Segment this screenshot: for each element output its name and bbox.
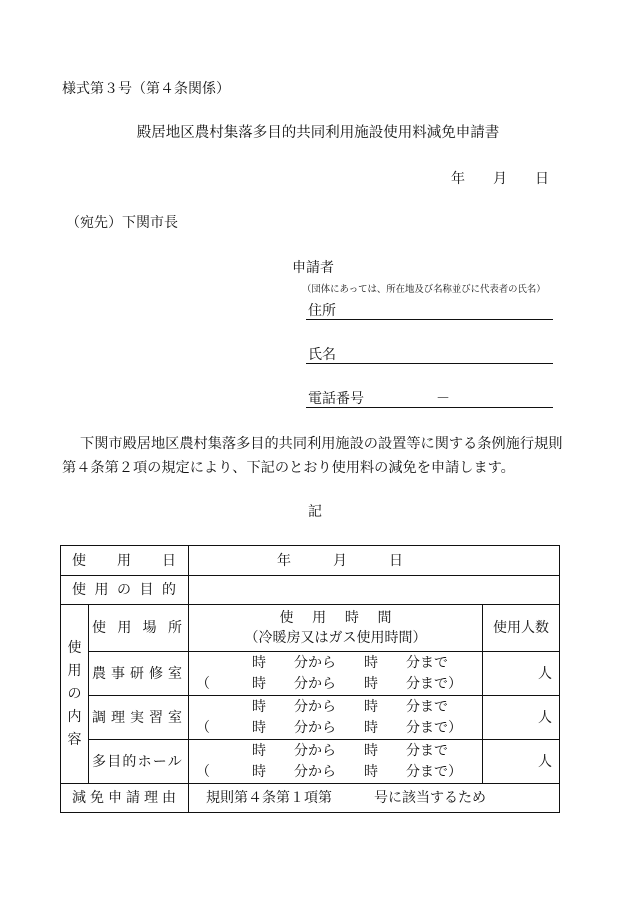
label-char: 実 <box>130 709 144 726</box>
label-char: 由 <box>162 790 176 806</box>
label-char: の <box>117 582 131 598</box>
label-char: 研 <box>130 665 144 682</box>
table-row-place <box>89 696 189 740</box>
label-char: 事 <box>111 665 125 682</box>
reason-label-cell <box>61 784 189 813</box>
address-label: 住所 <box>308 303 336 319</box>
people-header-cell <box>483 605 560 652</box>
phone-separator: － <box>436 391 450 407</box>
content-label: 使用の内容 <box>67 639 82 748</box>
time-range: 時 分から 時 分まで <box>252 654 448 671</box>
place-name <box>92 708 182 728</box>
label-char: 請 <box>126 790 140 806</box>
label-char: 室 <box>168 709 182 726</box>
addressee: （宛先）下関市長 <box>66 215 178 231</box>
phone-label: 電話番号 <box>308 391 364 407</box>
place-name: 多目的ホール <box>92 753 183 770</box>
table-row-time <box>189 652 483 696</box>
place-name <box>92 664 182 684</box>
label-char: 使 <box>72 552 86 569</box>
people-unit: 人 <box>538 709 552 726</box>
reason-value: 規則第４条第１項第 号に該当するため <box>206 790 486 806</box>
body-text-line-1: 下関市殿居地区農村集落多目的共同利用施設の設置等に関する条例施行規則 <box>80 436 563 452</box>
time-header <box>280 608 392 628</box>
label-char: 所 <box>167 620 182 636</box>
document-title: 殿居地区農村集落多目的共同利用施設使用料減免申請書 <box>136 125 500 141</box>
label-char: 使 <box>92 620 106 636</box>
label-char: 室 <box>168 665 182 682</box>
label-char: 的 <box>162 582 176 598</box>
table-row-time <box>189 740 483 784</box>
time-range: 時 分から 時 分まで <box>252 698 448 715</box>
label-char: 用 <box>94 582 109 598</box>
content-label-cell <box>61 605 89 784</box>
ki-heading: 記 <box>308 504 322 520</box>
applicant-note: （団体にあっては、所在地及び名称並びに代表者の氏名） <box>302 284 546 295</box>
time-range-heating: （ 時 分から 時 分まで） <box>196 719 462 736</box>
table-row-people <box>483 696 560 740</box>
time-header-cell <box>189 605 483 652</box>
label-char: 修 <box>149 665 163 682</box>
people-unit: 人 <box>538 753 552 770</box>
reason-label <box>72 788 176 808</box>
label-char: 用 <box>117 620 132 636</box>
label-char: 用 <box>312 610 327 626</box>
label-char: 場 <box>142 620 157 636</box>
table-row-place <box>89 652 189 696</box>
label-char: 免 <box>90 790 104 806</box>
name-label: 氏名 <box>308 347 336 363</box>
label-char: 習 <box>149 709 163 726</box>
place-header-cell <box>89 605 189 652</box>
people-header: 使用人数 <box>493 620 549 636</box>
people-unit: 人 <box>538 665 552 682</box>
form-number: 様式第３号（第４条関係） <box>62 81 230 97</box>
use-date-label-cell <box>61 546 189 576</box>
label-char: 用 <box>117 552 131 569</box>
address-field <box>306 303 553 320</box>
label-char: 調 <box>92 709 106 726</box>
time-header-note: （冷暖房又はガス使用時間） <box>244 630 427 646</box>
phone-field <box>306 391 553 408</box>
purpose-label-cell <box>61 576 189 605</box>
table-row-place <box>89 740 189 784</box>
label-char: 間 <box>377 610 392 626</box>
label-char: 減 <box>72 790 86 806</box>
label-char: 使 <box>72 582 86 598</box>
label-char: 理 <box>111 709 125 726</box>
applicant-heading: 申請者 <box>292 260 334 276</box>
time-range: 時 分から 時 分まで <box>252 742 448 759</box>
table-row-people <box>483 740 560 784</box>
label-char: 時 <box>344 610 359 626</box>
label-char: 日 <box>162 552 176 569</box>
name-field <box>306 347 553 364</box>
time-range-heating: （ 時 分から 時 分まで） <box>196 675 462 692</box>
use-date-value-cell <box>189 546 560 576</box>
use-date-label <box>72 551 176 571</box>
label-char: 申 <box>108 790 122 806</box>
label-char: 理 <box>144 790 158 806</box>
usage-table <box>60 545 560 813</box>
table-row-people <box>483 652 560 696</box>
place-header <box>92 618 182 638</box>
reason-value-cell <box>189 784 560 813</box>
time-range-heating: （ 時 分から 時 分まで） <box>196 763 462 780</box>
use-date-value: 年 月 日 <box>277 552 403 569</box>
label-char: 使 <box>279 610 294 626</box>
application-date-line: 年 月 日 <box>451 171 549 187</box>
purpose-value-cell <box>189 576 560 605</box>
table-row-time <box>189 696 483 740</box>
label-char: 目 <box>139 582 154 598</box>
body-text-line-2: 第４条第２項の規定により、下記のとおり使用料の減免を申請します。 <box>62 460 515 476</box>
purpose-label <box>72 580 176 600</box>
label-char: 農 <box>92 665 106 682</box>
